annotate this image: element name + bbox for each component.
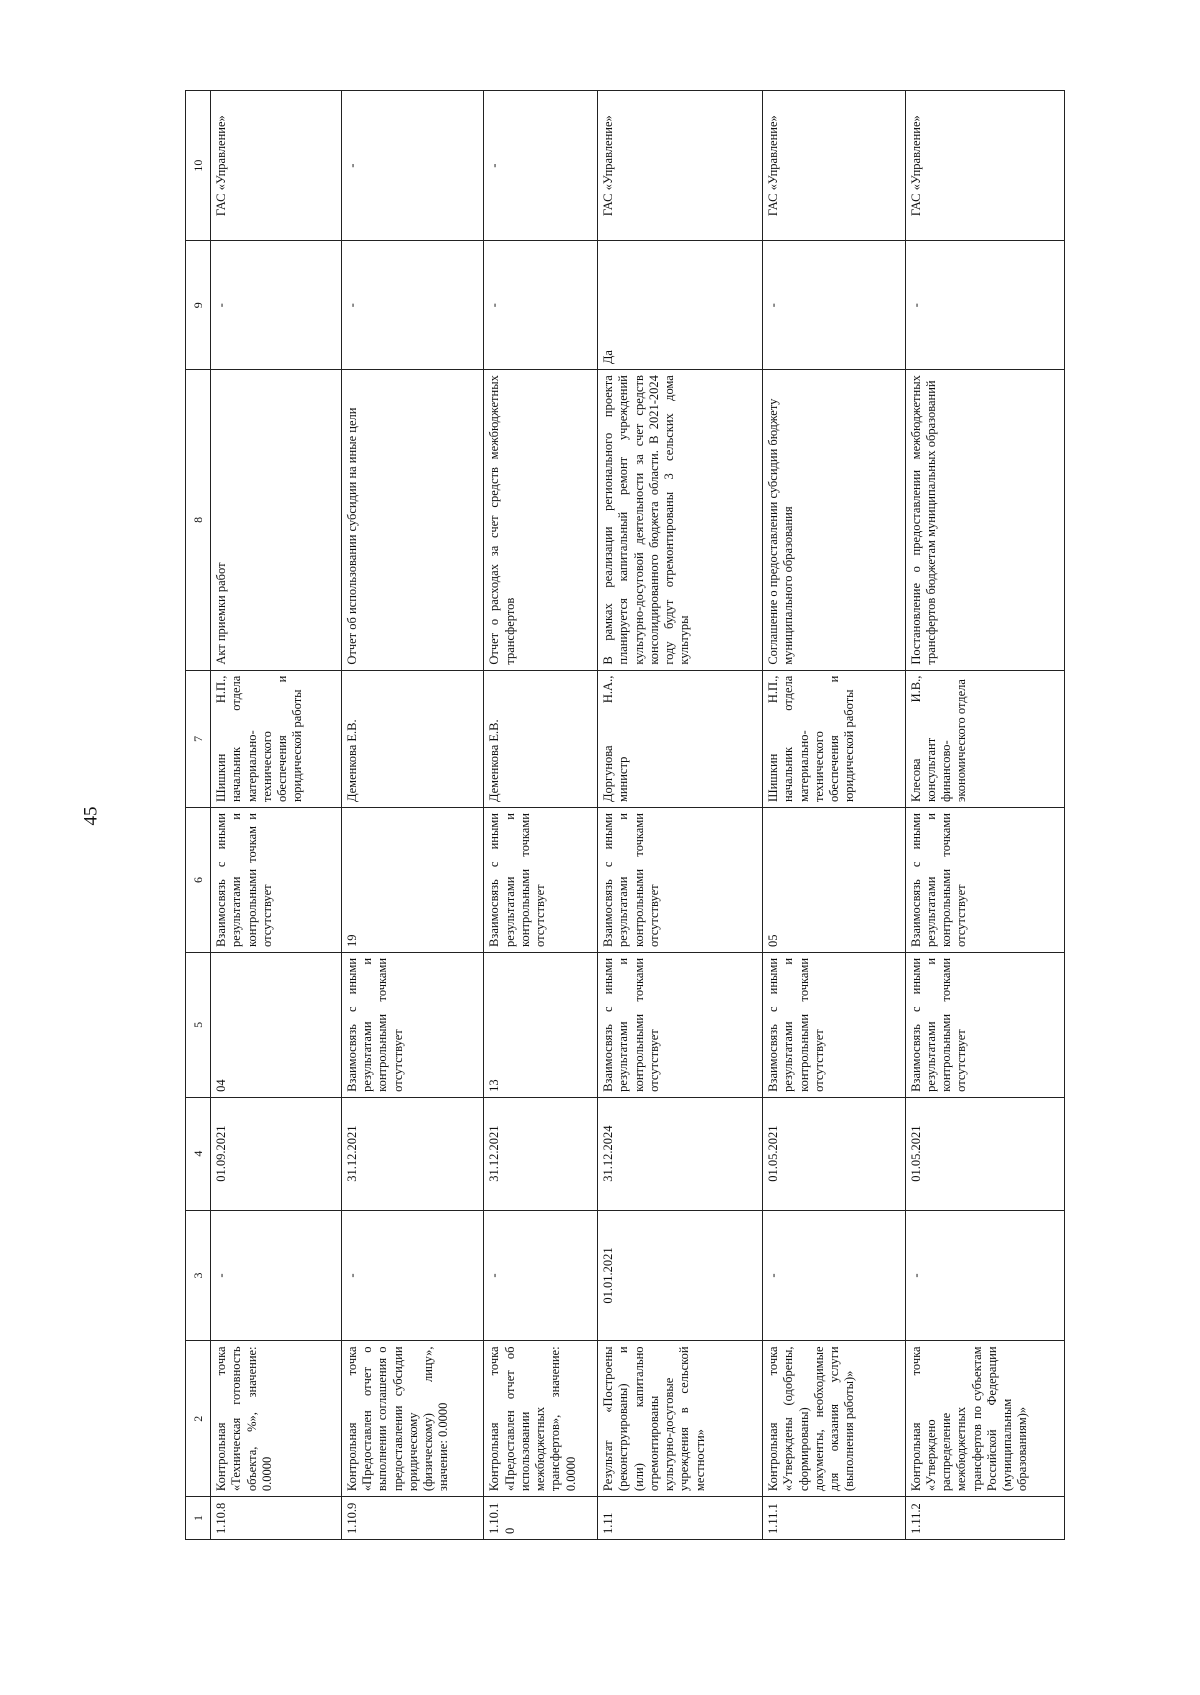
- row-number: 1.11.2: [905, 1497, 1064, 1540]
- row-end-date: 01.09.2021: [211, 1097, 342, 1210]
- table-row: [211, 91, 342, 1540]
- row-successor: Взаимосвязь с иными результатами и контрольными точками отсутствует: [905, 808, 1064, 953]
- row-responsible: Доргунова Н.А., министр: [598, 670, 763, 807]
- row-start-date: -: [484, 1210, 598, 1341]
- column-header: 4: [186, 1097, 211, 1210]
- row-level: -: [211, 241, 342, 370]
- row-start-date: -: [211, 1210, 342, 1341]
- row-number: 1.11: [598, 1497, 763, 1540]
- row-document: Акт приемки работ: [211, 370, 342, 671]
- row-document: Постановление о предоставлении межбюджетных трансфертов бюджетам муниципальных образований: [905, 370, 1064, 671]
- row-name: Контрольная точка «Техническая готовность объекта, %», значение: 0.0000: [211, 1341, 342, 1497]
- row-successor: 05: [763, 808, 905, 953]
- row-name: Контрольная точка «Предоставлен отчет о выполнении соглашения о предоставлении субсидии юридическому (физическому) лицу», значение: 0.0000: [341, 1341, 483, 1497]
- column-header: 6: [186, 808, 211, 953]
- row-responsible: Деменкова Е.В.: [484, 670, 598, 807]
- row-successor: Взаимосвязь с иными результатами и контрольными точками отсутствует: [598, 808, 763, 953]
- row-level: -: [763, 241, 905, 370]
- row-predecessor: 13: [484, 952, 598, 1097]
- table-row: [484, 91, 598, 1540]
- row-successor: Взаимосвязь с иными результатами и контрольными точкам и отсутствует: [211, 808, 342, 953]
- row-system: -: [341, 91, 483, 241]
- table-row: [763, 91, 905, 1540]
- column-header: 1: [186, 1497, 211, 1540]
- table-row: [905, 91, 1064, 1540]
- row-responsible: Шишкин Н.П., начальник отдела материально-технического обеспечения и юридической работы: [763, 670, 905, 807]
- row-document: Соглашение о предоставлении субсидии бюджету муниципального образования: [763, 370, 905, 671]
- column-header: 5: [186, 952, 211, 1097]
- row-successor: Взаимосвязь с иными результатами и контрольными точками отсутствует: [484, 808, 598, 953]
- row-responsible: Клесова И.В., консультант финансово-экономического отдела: [905, 670, 1064, 807]
- row-name: Результат «Построены (реконструированы) и (или) капитально отремонтированы культурно-досуговые учреждения в сельской местности»: [598, 1341, 763, 1497]
- row-start-date: -: [905, 1210, 1064, 1341]
- table-row: [341, 91, 483, 1540]
- row-responsible: Деменкова Е.В.: [341, 670, 483, 807]
- column-header: 9: [186, 241, 211, 370]
- column-header: 2: [186, 1341, 211, 1497]
- row-name: Контрольная точка «Утверждены (одобрены, сформированы) документы, необходимые для оказания услуги (выполнения работы)»: [763, 1341, 905, 1497]
- row-end-date: 31.12.2021: [341, 1097, 483, 1210]
- row-end-date: 01.05.2021: [905, 1097, 1064, 1210]
- row-predecessor: 04: [211, 952, 342, 1097]
- row-level: -: [905, 241, 1064, 370]
- row-end-date: 31.12.2021: [484, 1097, 598, 1210]
- row-name: Контрольная точка «Предоставлен отчет об использовании межбюджетных трансфертов», значение: 0.0000: [484, 1341, 598, 1497]
- row-document: В рамках реализации регионального проекта планируется капитальный ремонт учреждений культурно-досуговой деятельности за счет средств консолидированного бюджета области. В 2021-2024 году будут отремонтированы 3 сельских дома культуры: [598, 370, 763, 671]
- row-document: Отчет о расходах за счет средств межбюджетных трансфертов: [484, 370, 598, 671]
- column-header: 7: [186, 670, 211, 807]
- row-system: ГАС «Управление»: [763, 91, 905, 241]
- table-row: [598, 91, 763, 1540]
- column-header: 8: [186, 370, 211, 671]
- row-system: ГАС «Управление»: [598, 91, 763, 241]
- column-header: 10: [186, 91, 211, 241]
- row-predecessor: Взаимосвязь с иными результатами и контрольными точками отсутствует: [598, 952, 763, 1097]
- row-start-date: -: [763, 1210, 905, 1341]
- row-start-date: 01.01.2021: [598, 1210, 763, 1341]
- row-number: 1.10.8: [211, 1497, 342, 1540]
- control-points-table: [185, 90, 1065, 1540]
- row-predecessor: Взаимосвязь с иными результатами и контрольными точками отсутствует: [905, 952, 1064, 1097]
- row-system: ГАС «Управление»: [211, 91, 342, 241]
- row-end-date: 01.05.2021: [763, 1097, 905, 1210]
- row-end-date: 31.12.2024: [598, 1097, 763, 1210]
- row-number: 1.10.9: [341, 1497, 483, 1540]
- row-system: ГАС «Управление»: [905, 91, 1064, 241]
- row-system: -: [484, 91, 598, 241]
- row-level: -: [341, 241, 483, 370]
- row-number: 1.10.10: [484, 1497, 598, 1540]
- page-number: 45: [80, 806, 102, 826]
- row-level: Да: [598, 241, 763, 370]
- row-name: Контрольная точка «Утверждено распределение межбюджетных трансфертов по субъектам Российской Федерации (муниципальным образованиям)»: [905, 1341, 1064, 1497]
- table-header-row: [186, 91, 211, 1540]
- row-successor: 19: [341, 808, 483, 953]
- row-start-date: -: [341, 1210, 483, 1341]
- row-predecessor: Взаимосвязь с иными результатами и контрольными точками отсутствует: [341, 952, 483, 1097]
- row-document: Отчет об использовании субсидии на иные цели: [341, 370, 483, 671]
- row-predecessor: Взаимосвязь с иными результатами и контрольными точками отсутствует: [763, 952, 905, 1097]
- row-responsible: Шишкин Н.П., начальник отдела материально-технического обеспечения и юридической работы: [211, 670, 342, 807]
- column-header: 3: [186, 1210, 211, 1341]
- row-number: 1.11.1: [763, 1497, 905, 1540]
- row-level: -: [484, 241, 598, 370]
